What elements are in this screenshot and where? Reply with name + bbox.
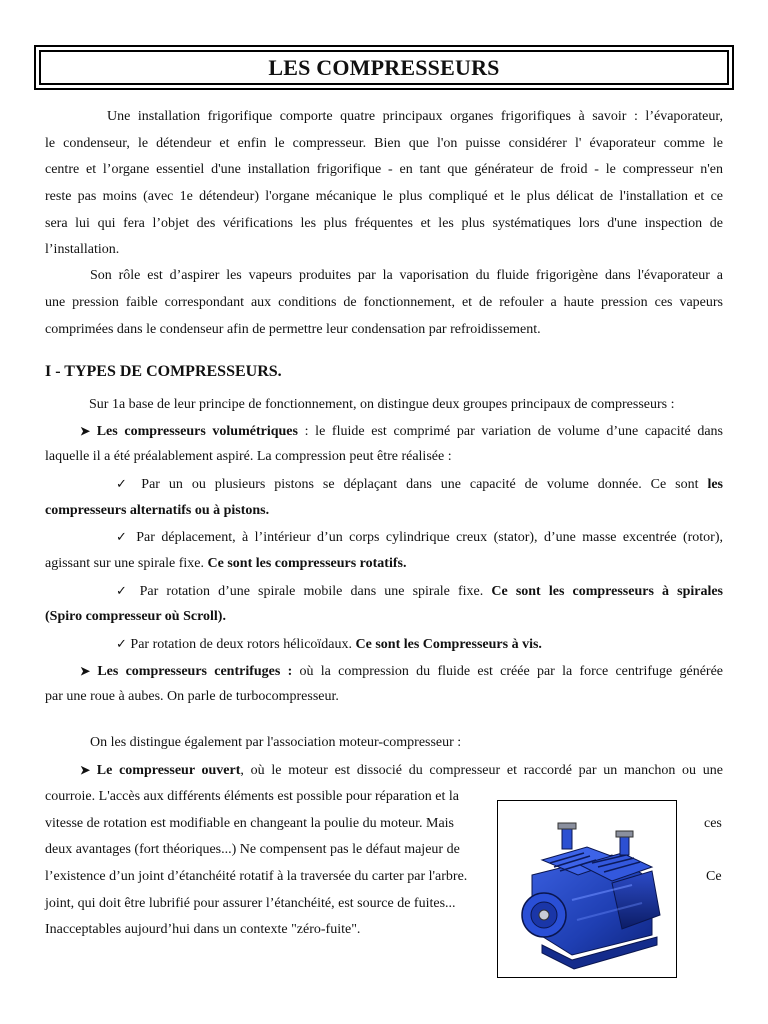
volumetric-line-1 — [80, 421, 723, 442]
spirales-line-1 — [116, 581, 723, 602]
intro-line-2: le condenseur, le détendeur et enfin le compresseur. Bien que l'on puisse considérer l' évaporateur comme le — [45, 136, 723, 151]
arrow-bullet-icon: ➤ — [80, 424, 91, 438]
spirales-text: Par rotation d’une spirale mobile dans une spirale fixe. — [139, 584, 492, 599]
centrifuges-line-2: par une roue à aubes. On parle de turbocompresseur. — [45, 689, 339, 704]
ouvert-line-5: l’existence d’un joint d’étanchéité rotatif à la traversée du carter par l'arbre. — [45, 869, 468, 884]
check-bullet-icon: ✓ — [116, 636, 127, 651]
page-title: LES COMPRESSEURS — [39, 50, 729, 85]
ouvert-line-7: Inacceptables aujourd’hui dans un contexte "zéro-fuite". — [45, 922, 361, 937]
compressor-photo-frame — [497, 800, 677, 978]
rotatif-line2-text: agissant sur une spirale fixe. — [45, 556, 208, 571]
rotatif-text: Par déplacement, à l’intérieur d’un corps cylindrique creux (stator), d’une masse excentrée (rotor), — [136, 530, 723, 545]
ouvert-line-6: joint, qui doit être lubrifié pour assurer l’étanchéité, est source de fuites... — [45, 896, 456, 911]
pistons-line-2: compresseurs alternatifs ou à pistons. — [45, 503, 270, 518]
intro-line-3: centre et l’organe essentiel d'une installation frigorifique - en tant que générateur de froid - le compresseur n'en — [45, 162, 723, 177]
volumetric-text: : le fluide est comprimé par variation de volume d’une capacité dans — [297, 424, 724, 439]
centrifuges-line-1 — [80, 661, 723, 682]
intro-line-6: l’installation. — [45, 242, 120, 257]
vis-text: Par rotation de deux rotors hélicoïdaux. — [130, 637, 356, 652]
intro-line-4: reste pas moins (avec 1e détendeur) l'organe mécanique le plus compliqué et le plus délicat de l'installation et ce — [45, 189, 723, 204]
intro-line-1: Une installation frigorifique comporte quatre principaux organes frigorifiques à savoir : l’évaporateur, — [107, 109, 723, 124]
ouvert-line-2: courroie. L'accès aux différents éléments est possible pour réparation et la — [45, 789, 459, 804]
check-bullet-icon: ✓ — [116, 583, 132, 598]
intro-line-5: sera lui qui fera l’objet des vérifications les plus fréquentes et les plus systématiques lors d'une inspection de — [45, 216, 723, 231]
vis-bold: Ce sont les Compresseurs à vis. — [355, 637, 542, 652]
compressor-photo — [502, 805, 672, 973]
pistons-line-1 — [116, 474, 723, 495]
pistons-text: Par un ou plusieurs pistons se déplaçant dans une capacité de volume donnée. Ce sont — [141, 477, 708, 492]
side-word-ce: Ce — [706, 869, 722, 884]
ouvert-heading: Le compresseur ouvert — [96, 763, 241, 778]
section-heading: I - TYPES DE COMPRESSEURS. — [45, 363, 282, 380]
pistons-bold-end: les — [707, 477, 723, 492]
volumetric-line-2: laquelle il a été préalablement aspiré. La compression peut être réalisée : — [45, 449, 452, 464]
role-line-2: une pression faible correspondant aux conditions de fonctionnement, et de refouler a haute pression ces vapeurs — [45, 295, 723, 310]
rotatif-line-2 — [45, 554, 723, 574]
check-bullet-icon: ✓ — [116, 529, 130, 544]
ouvert-line-4: deux avantages (fort théoriques...) Ne compensent pas le défaut majeur de — [45, 842, 460, 857]
rotatif-line2-bold: Ce sont les compresseurs rotatifs. — [207, 556, 407, 571]
volumetric-heading: Les compresseurs volumétriques — [96, 424, 298, 439]
title-frame — [34, 45, 734, 90]
check-bullet-icon: ✓ — [116, 476, 133, 491]
association-line: On les distingue également par l'association moteur-compresseur : — [90, 735, 462, 750]
side-word-ces: ces — [704, 816, 722, 831]
centrifuges-heading: Les compresseurs centrifuges : — [97, 664, 293, 679]
rotatif-line-1 — [116, 527, 723, 548]
ouvert-line-3: vitesse de rotation est modifiable en changeant la poulie du moteur. Mais — [45, 816, 455, 831]
ouvert-line-1 — [80, 760, 723, 781]
vis-line — [116, 634, 723, 655]
types-intro: Sur 1a base de leur principe de fonctionnement, on distingue deux groupes principaux de compresseurs : — [89, 397, 675, 412]
role-line-1: Son rôle est d’aspirer les vapeurs produites par la vaporisation du fluide frigorigène dans l'évaporateur a — [90, 268, 723, 283]
arrow-bullet-icon: ➤ — [80, 664, 91, 678]
arrow-bullet-icon: ➤ — [80, 763, 91, 777]
spirales-line-2: (Spiro compresseur où Scroll). — [45, 609, 226, 624]
role-line-3: comprimées dans le condenseur afin de permettre leur condensation par refroidissement. — [45, 322, 541, 337]
ouvert-text: , où le moteur est dissocié du compresseur et raccordé par un manchon ou une — [240, 763, 724, 778]
spirales-bold: Ce sont les compresseurs à spirales — [491, 584, 724, 599]
centrifuges-text: où la compression du fluide est créée par la force centrifuge générée — [292, 664, 723, 679]
